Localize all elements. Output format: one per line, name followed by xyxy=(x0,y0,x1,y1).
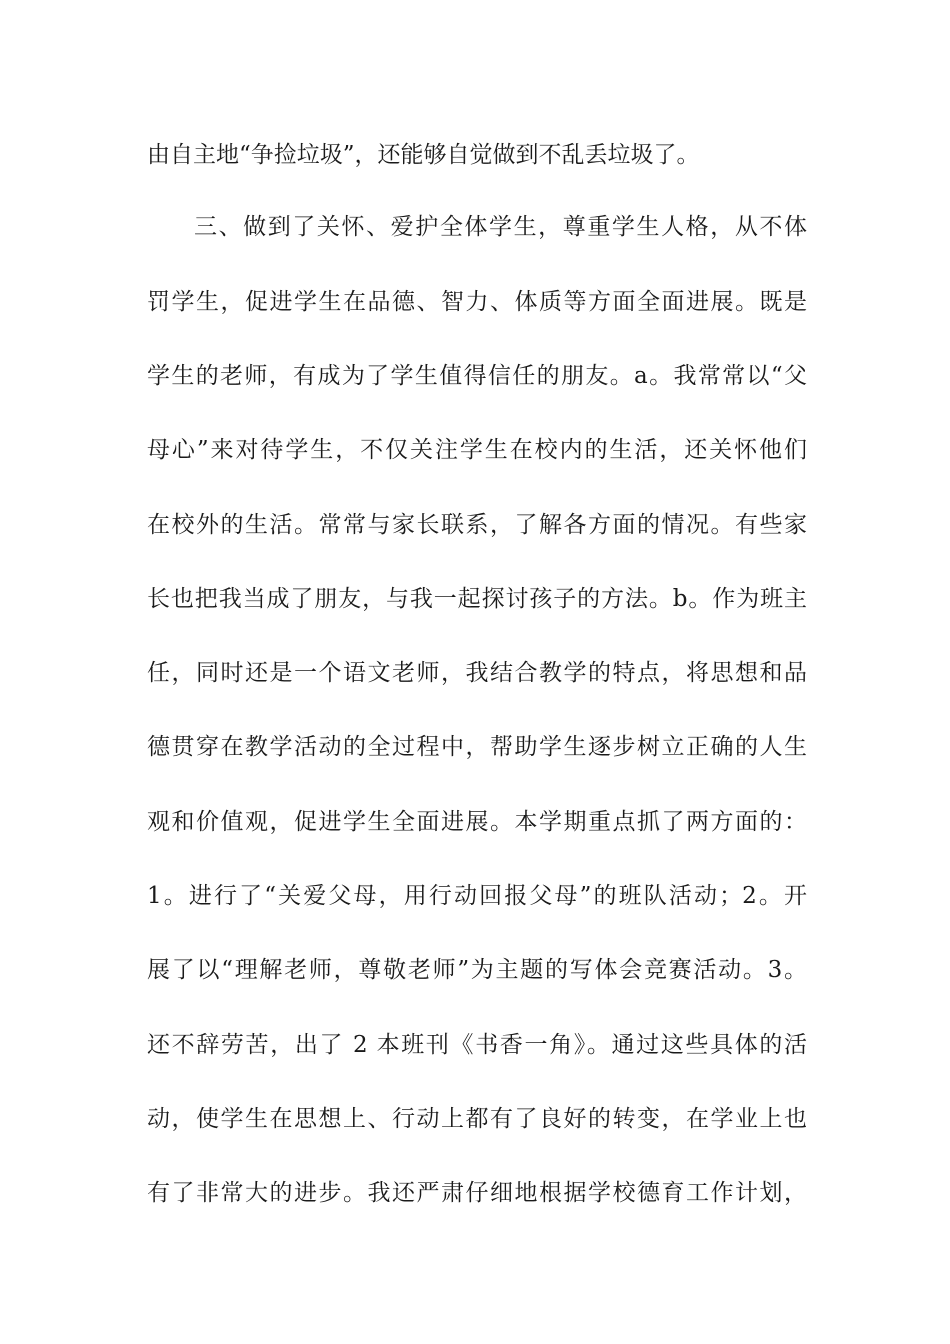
text-line-7: 长也把我当成了朋友，与我一起探讨孩子的方法。b。作为班主 xyxy=(147,586,807,612)
text-line-3: 罚学生，促进学生在品德、智力、体质等方面全面进展。既是 xyxy=(147,289,807,315)
text-line-13: 还不辞劳苦，出了 2 本班刊《书香一角》。通过这些具体的活 xyxy=(147,1032,807,1058)
text-line-12: 展了以“理解老师，尊敬老师”为主题的写体会竞赛活动。3。 xyxy=(147,957,807,983)
text-line-9: 德贯穿在教学活动的全过程中，帮助学生逐步树立正确的人生 xyxy=(147,734,807,760)
text-line-10: 观和价值观，促进学生全面进展。本学期重点抓了两方面的： xyxy=(147,809,807,835)
text-line-2: 三、做到了关怀、爱护全体学生，尊重学生人格，从不体 xyxy=(194,214,807,240)
text-line-4: 学生的老师，有成为了学生值得信任的朋友。a。我常常以“父 xyxy=(147,363,807,389)
text-line-6: 在校外的生活。常常与家长联系，了解各方面的情况。有些家 xyxy=(147,512,807,538)
text-line-1: 由自主地“争捡垃圾”，还能够自觉做到不乱丢垃圾了。 xyxy=(147,142,700,168)
text-line-11: 1。进行了“关爱父母，用行动回报父母”的班队活动；2。开 xyxy=(147,883,807,909)
text-line-15: 有了非常大的进步。我还严肃仔细地根据学校德育工作计划， xyxy=(147,1180,807,1206)
text-line-14: 动，使学生在思想上、行动上都有了良好的转变，在学业上也 xyxy=(147,1106,807,1132)
text-line-8: 任，同时还是一个语文老师，我结合教学的特点，将思想和品 xyxy=(147,660,807,686)
text-line-5: 母心”来对待学生，不仅关注学生在校内的生活，还关怀他们 xyxy=(147,437,807,463)
